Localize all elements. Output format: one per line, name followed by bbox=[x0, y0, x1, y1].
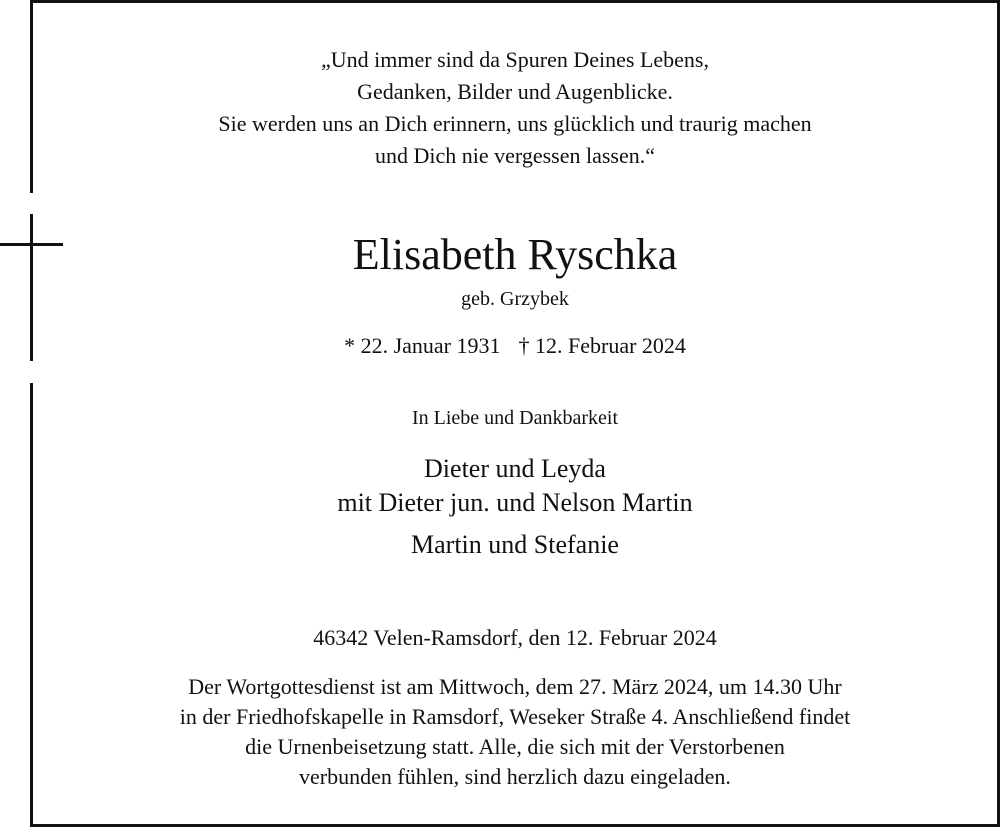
mourners-list bbox=[33, 452, 997, 570]
deceased-name: Elisabeth Ryschka bbox=[352, 230, 678, 279]
mourner-group bbox=[33, 452, 997, 520]
quote-line: und Dich nie vergessen lassen.“ bbox=[374, 143, 656, 168]
service-line: verbunden fühlen, sind herzlich dazu eingeladen. bbox=[299, 764, 731, 789]
life-dates bbox=[33, 331, 997, 361]
death-date: † 12. Februar 2024 bbox=[518, 333, 686, 358]
mourner-line: Dieter und Leyda bbox=[424, 454, 606, 483]
quote-line: Gedanken, Bilder und Augenblicke. bbox=[357, 79, 673, 104]
quote-line: Sie werden uns an Dich erinnern, uns glücklich und traurig machen bbox=[218, 111, 812, 136]
mourner-line: mit Dieter jun. und Nelson Martin bbox=[337, 488, 693, 517]
place-and-date: 46342 Velen-Ramsdorf, den 12. Februar 2024 bbox=[313, 625, 717, 650]
service-announcement bbox=[33, 672, 997, 792]
dedication-text: In Liebe und Dankbarkeit bbox=[411, 407, 619, 429]
mourner-group bbox=[33, 528, 997, 562]
service-line: Der Wortgottesdienst ist am Mittwoch, dem 27. März 2024, um 14.30 Uhr bbox=[188, 674, 842, 699]
quote-line: „Und immer sind da Spuren Deines Lebens, bbox=[321, 47, 709, 72]
frame-border-top bbox=[30, 0, 1000, 3]
memorial-quote bbox=[33, 44, 997, 172]
service-line: in der Friedhofskapelle in Ramsdorf, Weseker Straße 4. Anschließend findet bbox=[179, 704, 851, 729]
birth-date: * 22. Januar 1931 bbox=[344, 333, 501, 358]
birth-name: geb. Grzybek bbox=[461, 288, 569, 310]
mourner-line: Martin und Stefanie bbox=[411, 530, 619, 559]
service-line: die Urnenbeisetzung statt. Alle, die sich mit der Verstorbenen bbox=[245, 734, 785, 759]
